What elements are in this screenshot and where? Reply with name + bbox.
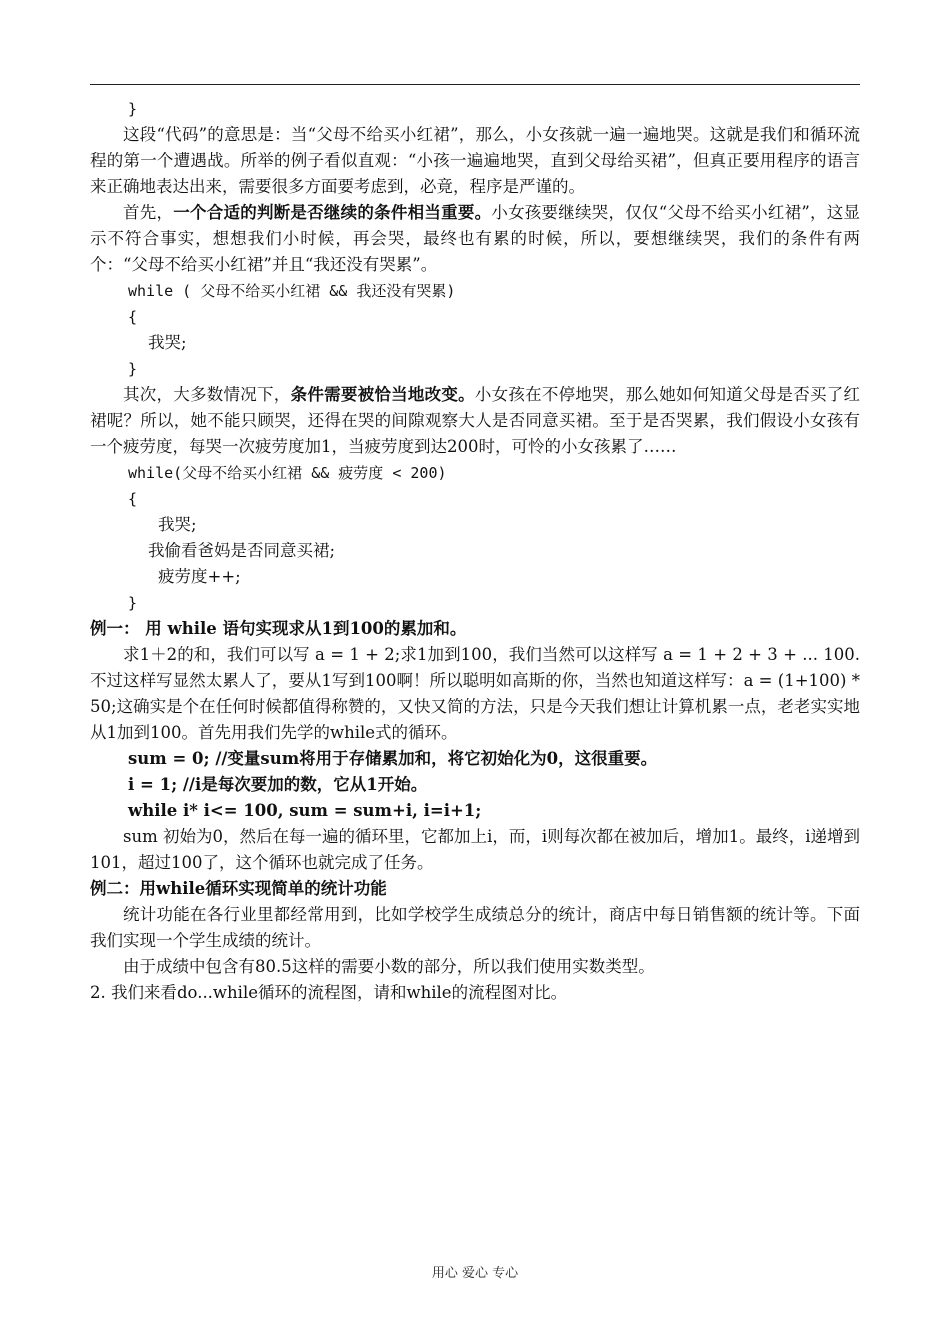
paragraph-code-meaning: 这段“代码”的意思是：当“父母不给买小红裙”，那么，小女孩就一遍一遍地哭。这就是我们和循环流程的第一个遭遇战。所举的例子看似直观：“小孩一遍遍地哭，直到父母给买裙”，但真正要用程序的语言来正确地表达出来，需要很多方面要考虑到，必竟，程序是严谨的。 <box>90 125 860 196</box>
code-open-brace: { <box>128 490 138 508</box>
example1-code-line: sum = 0; //变量sum将用于存储累加和，将它初始化为0，这很重要。 <box>128 749 658 768</box>
code-while-line: while ( 父母不给买小红裙 && 我还没有哭累) <box>128 282 456 300</box>
example2-paragraph: 由于成绩中包含有80.5这样的需要小数的部分，所以我们使用实数类型。 <box>123 957 655 976</box>
code-close-brace: } <box>128 594 138 612</box>
paragraph-rest: 小女孩在不停地哭，那么她如何知道父母是否买了红裙呢？所以，她不能只顾哭，还得在哭的间隙观察大人是否同意买裙。至于是否哭累，我们假设小女孩有一个疲劳度，每哭一次疲劳度加1，当疲劳度到达200时，可怜的小女孩累了…… <box>90 385 861 456</box>
code-close-brace: } <box>128 360 138 378</box>
example2-heading: 例二：用while循环实现简单的统计功能 <box>90 879 387 898</box>
closing-brace: } <box>128 100 138 118</box>
code-open-brace: { <box>128 308 138 326</box>
document-body <box>90 96 860 1006</box>
paragraph-rest: 小女孩要继续哭，仅仅“父母不给买小红裙”，这显示不符合事实，想想我们小时候，再会哭，最终也有累的时候，所以，要想继续哭，我们的条件有两个：“父母不给买小红裙”并且“我还没有哭累”。 <box>90 203 861 274</box>
example1-paragraph: 求1＋2的和，我们可以写 a = 1 + 2;求1加到100，我们当然可以这样写 a = 1 + 2 + 3 + ... 100.不过这样写显然太累人了，要从1写到100啊！所以聪明如高斯的你，当然也知道这样写：a = (1+100) * 50;这确实是个在任何时候都值得称赞的，又快又简的方法，只是今天我们想让计算机累一点，老老实实地从1加到100。首先用我们先学的while式的循环。 <box>90 645 860 742</box>
header-rule <box>90 84 860 85</box>
code-while-line: while(父母不给买小红裙 && 疲劳度 < 200) <box>128 464 447 482</box>
example1-heading: 例一： 用 while 语句实现求从1到100的累加和。 <box>90 619 467 638</box>
bold-phrase: 条件需要被恰当地改变。 <box>290 385 475 404</box>
example1-code-line: while i* i<= 100, sum = sum+i, i=i+1; <box>128 801 482 820</box>
code-block-1 <box>90 278 860 382</box>
example1-explanation: sum 初始为0，然后在每一遍的循环里，它都加上i，而，i则每次都在被加后，增加1。最终，i递增到101，超过100了，这个循环也就完成了任务。 <box>90 827 860 872</box>
paragraph-change-condition <box>90 382 860 460</box>
page-footer: 用心 爱心 专心 <box>431 1266 519 1281</box>
paragraph-lead: 其次，大多数情况下， <box>123 385 291 404</box>
paragraph-condition <box>90 200 860 278</box>
code-body-line: 疲劳度++; <box>158 567 241 586</box>
bold-phrase: 一个合适的判断是否继续的条件相当重要。 <box>173 203 492 222</box>
code-body-line: 我哭; <box>148 333 187 352</box>
code-block-2 <box>90 460 860 616</box>
example1-code-line: i = 1; //i是每次要加的数，它从1开始。 <box>128 775 428 794</box>
example2-paragraph: 统计功能在各行业里都经常用到，比如学校学生成绩总分的统计，商店中每日销售额的统计等。下面我们实现一个学生成绩的统计。 <box>90 905 860 950</box>
code-body-line: 我偷看爸妈是否同意买裙; <box>148 541 336 560</box>
code-body-line: 我哭; <box>158 515 197 534</box>
list-item-2: 2. 我们来看do...while循环的流程图，请和while的流程图对比。 <box>90 983 568 1002</box>
paragraph-lead: 首先， <box>123 203 174 222</box>
